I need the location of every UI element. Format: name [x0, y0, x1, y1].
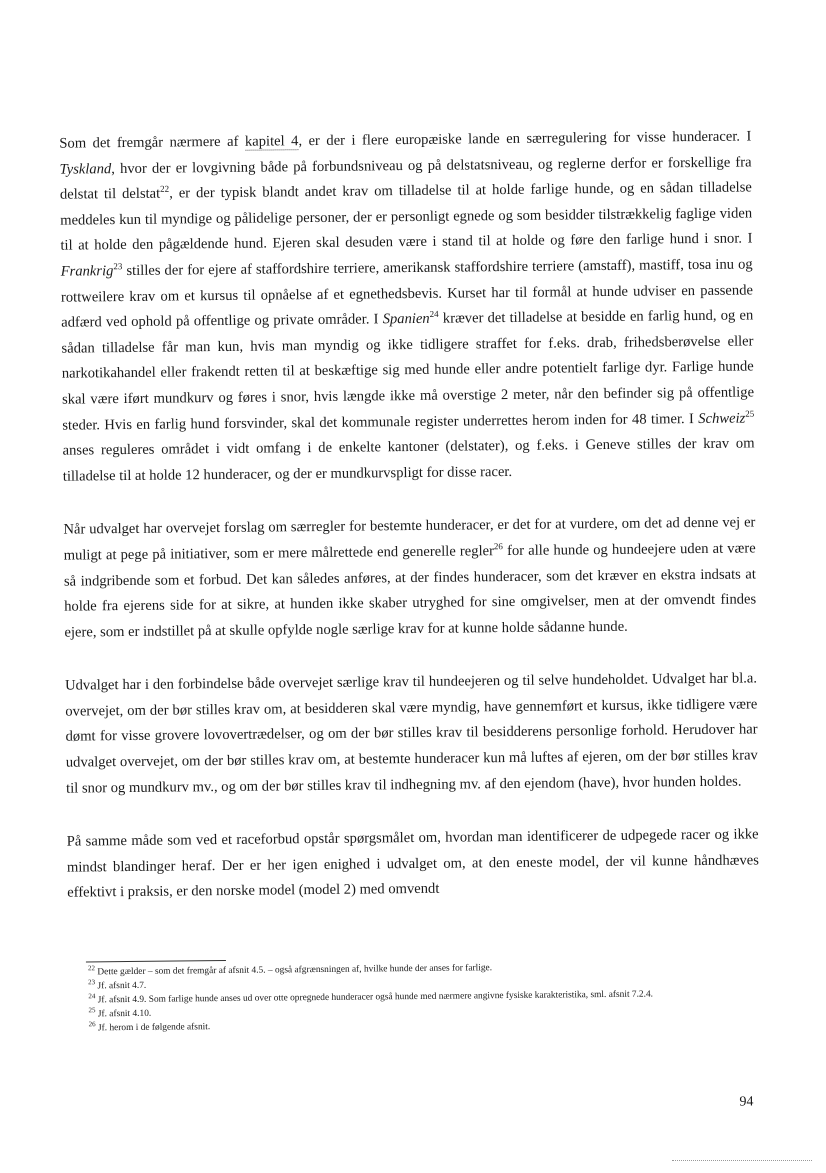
text-segment: , hvor der er lovgivning både på forbundsniveau og på delstatsniveau, og reglerne derfor er forskellige fra delstat til delstat — [59, 154, 752, 203]
body-text — [59, 124, 759, 906]
text-segment: stilles der for ejere af staffordshire terriere, amerikansk staffordshire terriere (amstaff), mastiff, tosa inu og rottweilere krav om et kursus til opnåelse af et egnethedsbevis. Kurset har til formål at hunde udviser en passende adfærd ved ophold på offentlige og private områder. I — [60, 256, 754, 331]
footnote-number: 22 — [87, 964, 96, 973]
footnote-number: 23 — [88, 978, 96, 987]
country-name: Schweiz — [698, 410, 746, 427]
footnote-text: Jf. afsnit 4.9. Som farlige hunde anses ud over otte opregnede hunderacer også hunde med nærmere angivne fysiske karakteristika, sml. afsnit 7.2.4. — [95, 989, 654, 1006]
text-segment: Som det fremgår nærmere af — [59, 133, 246, 152]
footnote-ref[interactable]: 25 — [745, 408, 755, 419]
footnote-ref[interactable]: 22 — [160, 183, 170, 194]
paragraph-2 — [63, 511, 756, 646]
footnote-ref[interactable]: 26 — [493, 541, 503, 552]
paragraph-3: Udvalget har i den forbindelse både overvejet særlige krav til hundeejeren og til selve hundeholdet. Udvalget har bl.a. overvejet, om der bør stilles krav om, at besidderen skal være myndig, have gennemført et kursus, ikke tidligere være dømt for visse grovere lovovertrædelser, og om der bør stilles krav til besidderens personlige forhold. Herudover har udvalget overvejet, om der bør stilles krav om, at bestemte hunderacer kun må luftes af ejeren, om der bør stilles krav til snor og mundkurv mv., og om der bør stilles krav til indhegning mv. af den ejendom (have), hvor hunden holdes. — [64, 670, 758, 797]
footnote-text: Dette gælder – som det fremgår af afsnit 4.5. – også afgrænsningen af, hvilke hunde der anses for farlige. — [94, 963, 493, 978]
footnote-number: 24 — [88, 992, 96, 1001]
text-segment: , er der typisk blandt andet krav om tilladelse til at holde farlige hunde, og en sådan tilladelse meddeles kun til myndige og pålidelige personer, der er personligt egnede og som besidder tilstrækkelig faglige viden til at holde den pågældende hund. Ejeren skal desuden være i stand til at holde og føre den farlige hund i snor. I — [60, 179, 753, 255]
chapter-reference-link[interactable]: kapitel 4 — [244, 133, 299, 150]
footnote-number: 26 — [88, 1020, 96, 1029]
footnote-ref[interactable]: 23 — [113, 261, 123, 272]
text-segment: kræver det tilladelse at besidde en farlig hund, og en sådan tilladelse får man kun, hvis man myndig og ikke tidligere straffet for f.eks. drab, frihedsberøvelse eller narkotikahandel eller frakendt retten til at beskæftige sig med hunde eller andre potentielt farlige dyr. Farlige hunde skal være iført mundkurv og føres i snor, hvis længde ikke må overstige 2 meter, når den befinder sig på offentlige steder. Hvis en farlig hund forsvinder, skal det kommunale register underrettes herom inden for 48 timer. I — [61, 307, 755, 434]
text-segment: , er der i flere europæiske lande en særregulering for visse hunderacer. I — [298, 128, 752, 150]
page-number: 94 — [739, 1094, 754, 1110]
footnote-number: 25 — [88, 1006, 96, 1015]
footnote-text: Jf. afsnit 4.10. — [95, 1008, 152, 1020]
footnotes — [88, 958, 759, 1035]
text-segment: anses reguleres området i vidt omfang i de enkelte kantoner (delstater), og f.eks. i Geneve stilles der krav om tilladelse til at holde 12 hunderacer, og der er mundkurvspligt for disse racer. — [62, 435, 755, 485]
footnote-divider — [86, 960, 226, 962]
paragraph-4: På samme måde som ved et raceforbud opstår spørgsmålet om, hvordan man identificerer de udpegede racer og ikke mindst blandinger heraf. Der er her igen enighed i udvalget om, at den eneste model, der vil kunne håndhæves effektivt i praksis, er den norske model (model 2) med omvendt — [66, 826, 759, 902]
country-name: Frankrig — [60, 263, 114, 280]
paragraph-1 — [59, 124, 755, 490]
text-segment: for alle hunde og hundeejere uden at være så indgribende som et forbud. Det kan således anføres, at der findes hunderacer, som det kræver en ekstra indsats at holde fra ejerens side for at sikre, at hunden ikke skaber utryghed for sine omgivelser, men at der omvendt findes ejere, som er indstillet på at skulle opfylde nogle særlige krav for at kunne holde sådanne hunde. — [63, 540, 757, 641]
scan-artifact — [672, 1160, 812, 1161]
country-name: Tyskland — [59, 160, 112, 178]
footnote-text: Jf. afsnit 4.7. — [95, 980, 147, 992]
footnote-ref[interactable]: 24 — [429, 309, 439, 320]
text-segment: Når udvalget har overvejet forslag om særregler for bestemte hunderacer, er det for at vurdere, om det ad denne vej er muligt at pege på initiativer, som er mere målrettede end generelle regler — [63, 514, 756, 564]
country-name: Spanien — [382, 310, 430, 328]
footnote-text: Jf. herom i de følgende afsnit. — [95, 1022, 211, 1034]
